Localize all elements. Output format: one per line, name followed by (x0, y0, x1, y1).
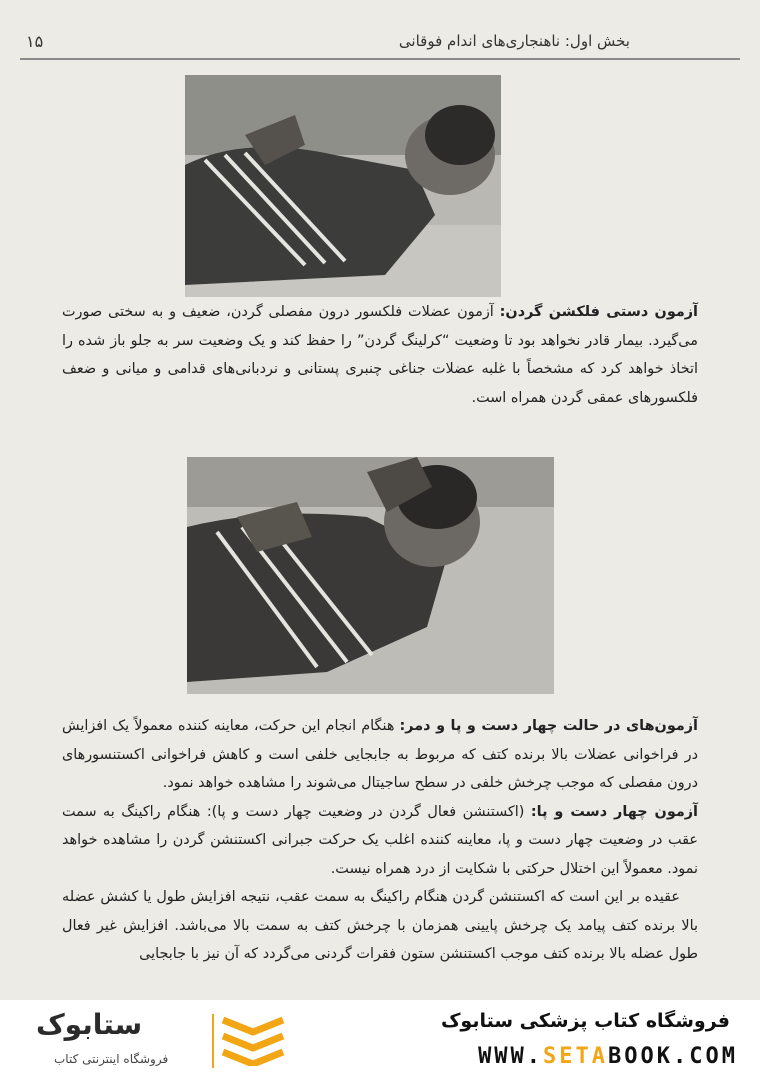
logo-wordmark: ستابوک (36, 1008, 143, 1041)
logo-subtitle: فروشگاه اینترنتی کتاب (54, 1052, 169, 1066)
photo-illustration-1 (185, 75, 501, 297)
book-stack-icon (218, 1014, 288, 1066)
paragraph-quadruped (62, 798, 698, 884)
section-quadruped (62, 712, 698, 969)
logo-divider (212, 1014, 214, 1068)
url-prefix: WWW. (478, 1044, 544, 1069)
photo-illustration-2 (187, 457, 554, 694)
paragraph-quadruped-prone (62, 712, 698, 798)
heading-neck-flexion: آزمون دستی فلکشن گردن: (499, 304, 698, 320)
body-neck-flexion: آزمون عضلات فلکسور درون مفصلی گردن، ضعیف و به سختی صورت می‌گیرد. بیمار قادر نخواهد بود تا وضعیت “کرلینگ گردن” را حفظ کند و یک وضعیت سر به جلو باز شده را اتخاذ خواهد کرد که مشخصاً با غلبه عضلات جناغی چنبری پستانی و نردبانی‌های قدامی و میانی و ضعف فلکسورهای عمقی گردن همراه است. (62, 304, 698, 406)
url-suffix: BOOK.COM (608, 1044, 738, 1069)
paragraph-rocking: عقیده بر این است که اکستنشن گردن هنگام راکینگ به سمت عقب، نتیجه افزایش طول یا کشش عضله بالا برنده کتف پیامد یک چرخش پایینی همزمان با چرخش کتف به سمت بالا می‌باشد. افزایش غیر فعال طول عضله بالا برنده کتف موجب اکستنشن ستون فقرات گردنی می‌گردد که آن نیز با جابجایی (62, 889, 698, 962)
paragraph-neck-flexion (62, 298, 698, 412)
heading-quadruped: آزمون چهار دست و پا: (530, 803, 698, 820)
chapter-title: بخش اول: ناهنجاری‌های اندام فوقانی (398, 32, 630, 50)
body-quadruped: (اکستنشن فعال گردن در وضعیت چهار دست و پا): هنگام راکینگ به سمت عقب در وضعیت چهار دست و پا، معاینه کننده اغلب یک حرکت جبرانی اکستنشن گردن را مشاهده خواهد نمود. معمولاً این اختلال حرکتی با شکایت از درد همراه نیست. (62, 803, 698, 877)
shop-url[interactable] (478, 1044, 738, 1069)
neck-flexion-test-photo (185, 75, 501, 297)
quadruped-test-photo (187, 457, 554, 694)
page-number: ۱۵ (26, 32, 44, 51)
section-neck-flexion (62, 298, 698, 412)
store-banner (0, 1000, 760, 1080)
heading-quadruped-prone: آزمون‌های در حالت چهار دست و پا و دمر: (399, 718, 698, 734)
header-divider (20, 58, 740, 60)
shop-title: فروشگاه کتاب پزشکی ستابوک (440, 1010, 730, 1032)
body-quadruped-prone: هنگام انجام این حرکت، معاینه کننده معمولاً یک افزایش در فراخوانی عضلات بالا برنده کتف که مربوط به جابجایی خلفی است و کاهش فراخوانی اکستنسورهای درون مفصلی که موجب چرخش خلفی در سطح ساجیتال می‌شوند را مشاهده خواهد نمود. (62, 718, 698, 791)
url-accent: SETA (543, 1044, 609, 1069)
page-header (26, 28, 720, 58)
